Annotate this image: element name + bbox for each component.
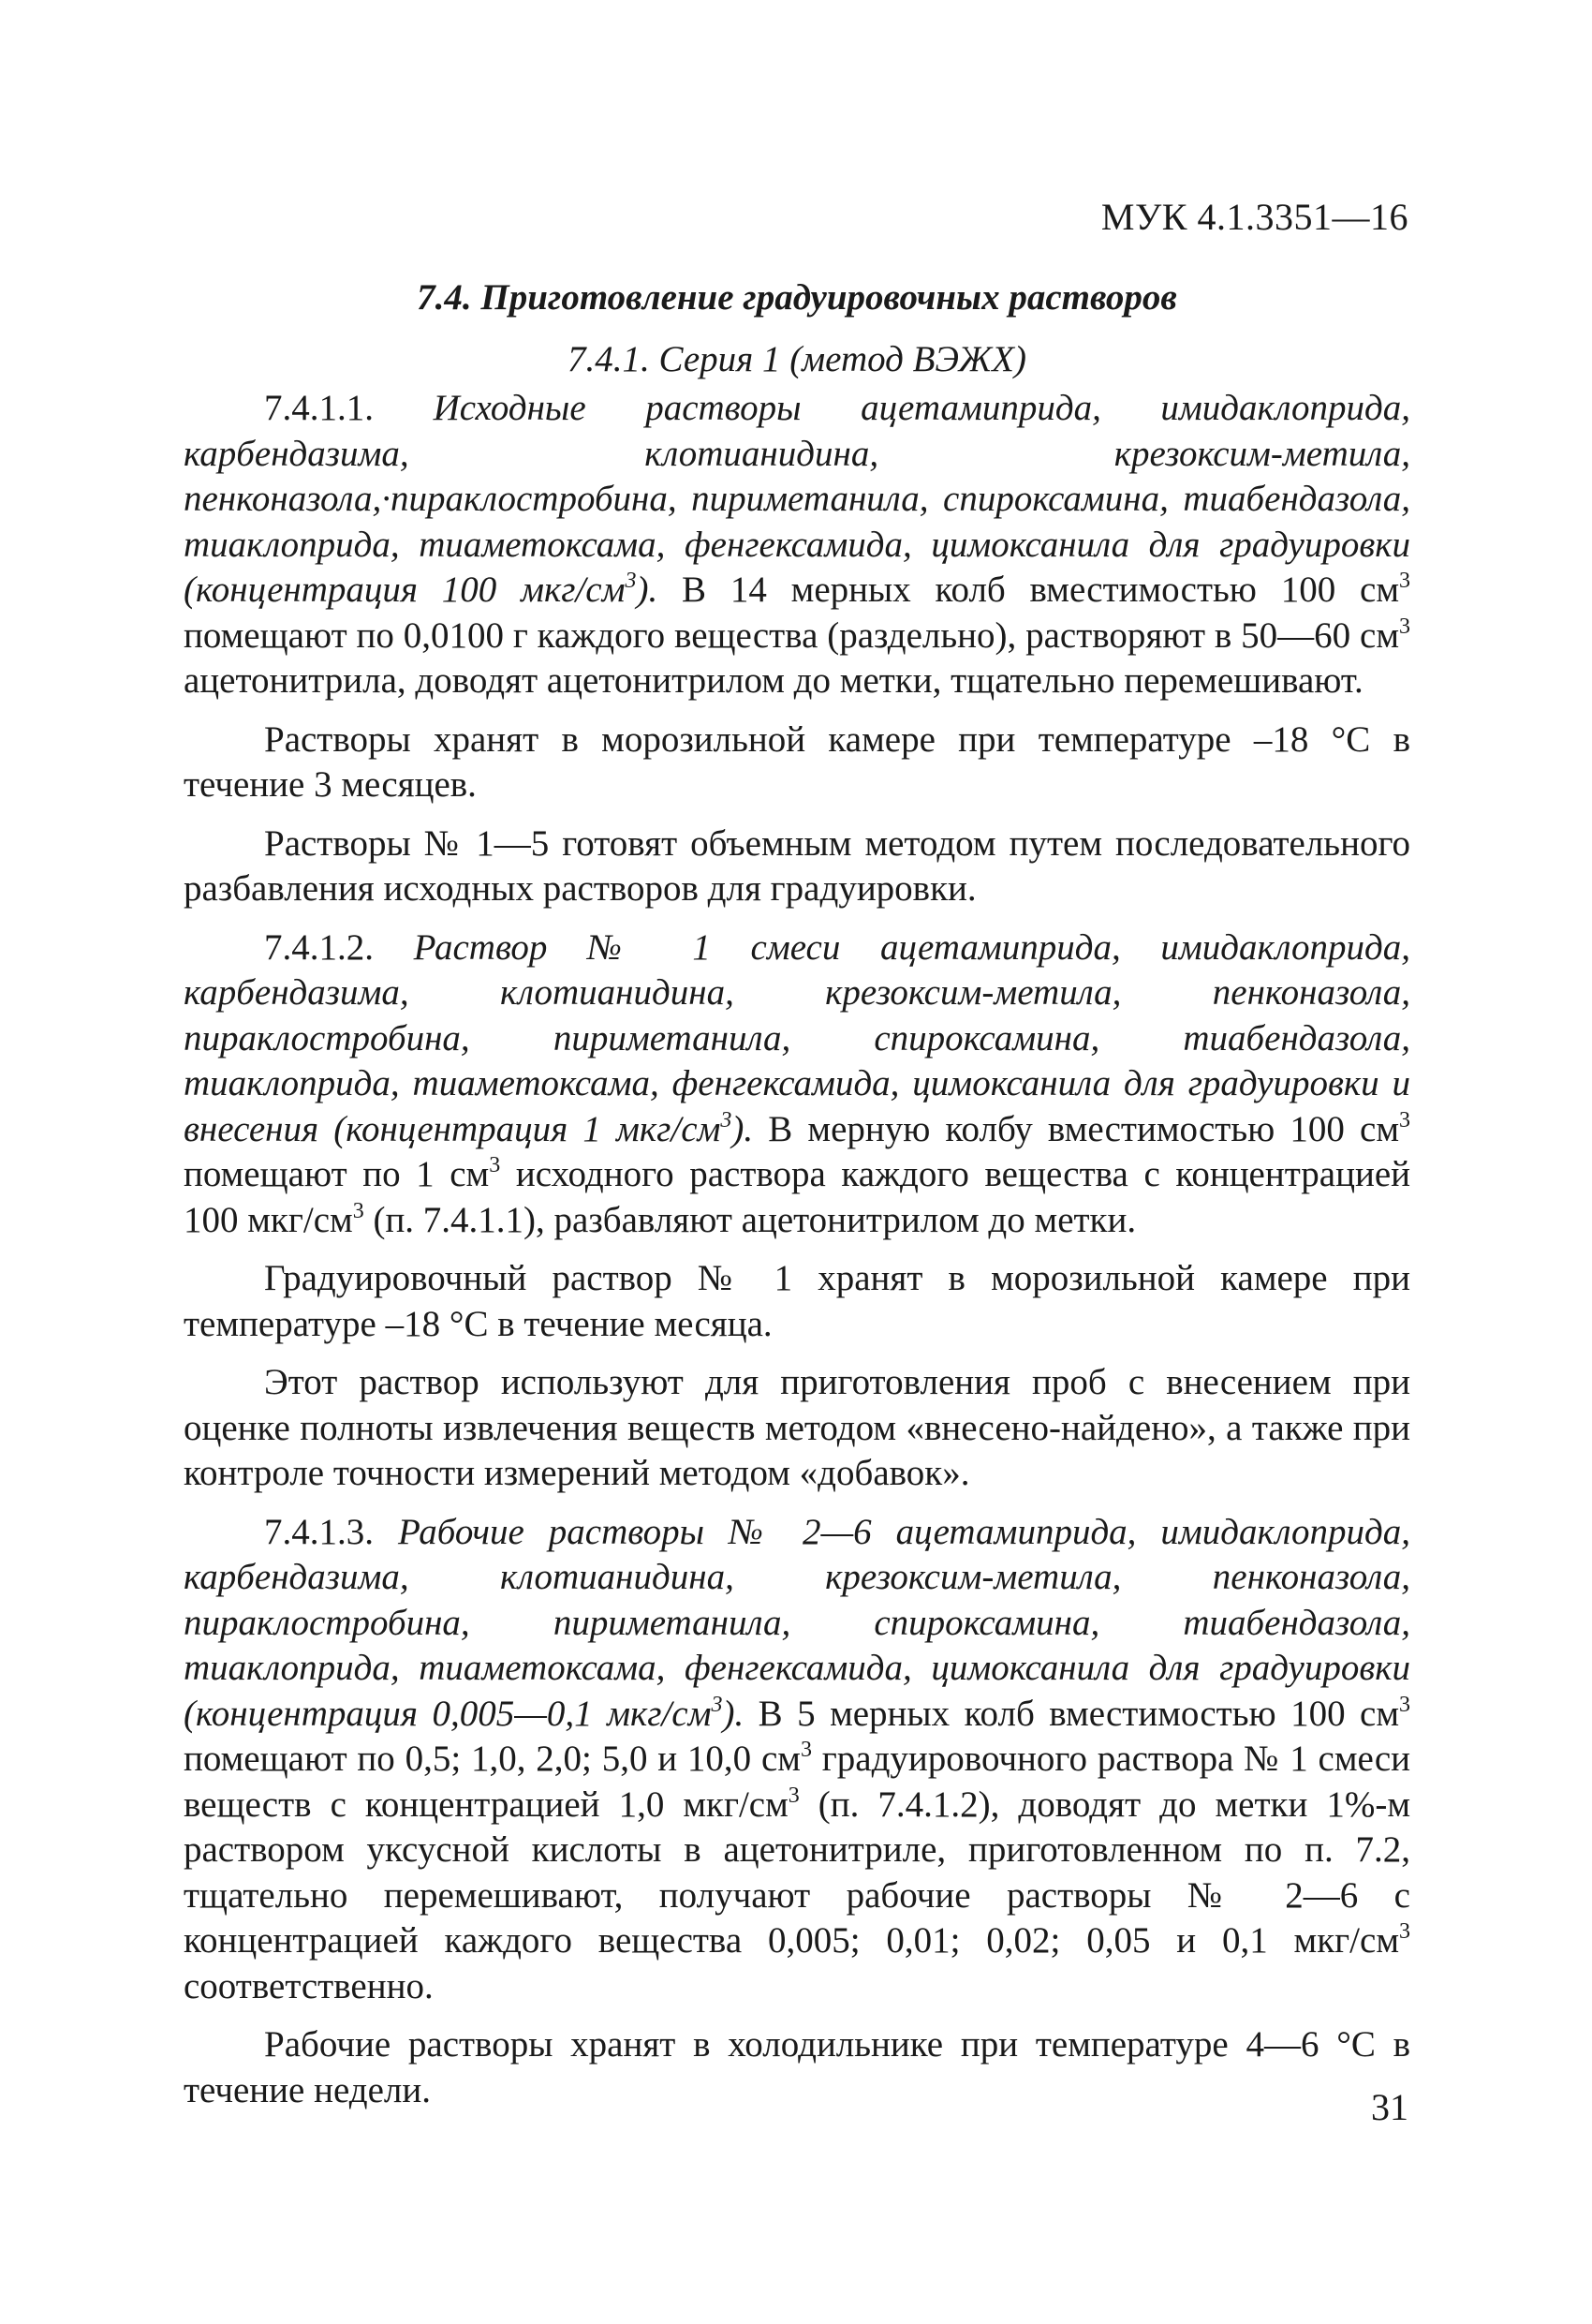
paragraph-usage: Этот раствор используют для приготовления проб с внесением при оценке полноты извлечения веществ методом «внесено-найдено», а также при контроле точности измерений методом «добавок». bbox=[184, 1362, 1410, 1493]
document-body bbox=[184, 274, 1410, 2126]
clause-title: Раствор № 1 смеси ацетамиприда, имидаклоприда, карбендазима, клотианидина, крезоксим-метила, пенконазола, пираклостробина, пириметанила, спироксамина, тиабендазола, тиаклоприда, тиаметоксама, фенгексамида, цимоксанила для градуировки и внесения (концентрация 1 мкг/$см^3$). bbox=[184, 926, 1410, 1149]
paragraph-7-4-1-1: 7.4.1.1. Исходные растворы ацетамиприда, имидаклоприда, карбендазима, клотианидина, крезоксим-метила, пенконазола,·пираклостробина, пириметанила, спироксамина, тиабендазола, тиаклоприда, тиаметоксама, фенгексамида, цимоксанила для градуировки (концентрация 100 мкг/$см^3$). В 14 мерных колб вместимостью 100 $см^3$ помещают по 0,0100 г каждого вещества (раздельно), растворяют в 50—60 $см^3$ ацетонитрила, доводят ацетонитрилом до метки, тщательно перемешивают. bbox=[184, 388, 1411, 701]
clause-number: 7.4.1.1. bbox=[264, 388, 374, 428]
paragraph-storage-stock: Растворы хранят в морозильной камере при температуре –18 °С в течение 3 месяцев. bbox=[184, 718, 1410, 805]
document-code-header: МУК 4.1.3351—16 bbox=[1100, 196, 1408, 238]
clause-number: 7.4.1.3. bbox=[264, 1511, 374, 1552]
clause-number: 7.4.1.2. bbox=[264, 926, 374, 968]
clause-title: Исходные растворы ацетамиприда, имидаклоприда, карбендазима, клотианидина, крезоксим-метила, пенконазола,·пираклостробина, пириметанила, спироксамина, тиабендазола, тиаклоприда, тиаметоксама, фенгексамида, цимоксанила для градуировки (концентрация 100 мкг/$см^3$). bbox=[184, 388, 1411, 610]
paragraph-7-4-1-2: 7.4.1.2. Раствор № 1 смеси ацетамиприда, имидаклоприда, карбендазима, клотианидина, крезоксим-метила, пенконазола, пираклостробина, пириметанила, спироксамина, тиабендазола, тиаклоприда, тиаметоксама, фенгексамида, цимоксанила для градуировки и внесения (концентрация 1 мкг/$см^3$). В мерную колбу вместимостью 100 $см^3$ помещают по 1 $см^3$ исходного раствора каждого вещества с концентрацией 100 мкг/$см^3$ (п. 7.4.1.1), разбавляют ацетонитрилом до метки. bbox=[184, 926, 1410, 1240]
page-number: 31 bbox=[1371, 2086, 1408, 2128]
paragraph-dilution: Растворы № 1—5 готовят объемным методом путем последовательного разбавления исходных растворов для градуировки. bbox=[184, 822, 1410, 909]
section-title: 7.4. Приготовление градуировочных растворов bbox=[417, 277, 1177, 318]
subsection-title: 7.4.1. Серия 1 (метод ВЭЖХ) bbox=[568, 339, 1026, 379]
paragraph-7-4-1-3: 7.4.1.3. Рабочие растворы № 2—6 ацетамиприда, имидаклоприда, карбендазима, клотианидина, крезоксим-метила, пенконазола, пираклостробина, пириметанила, спироксамина, тиабендазола, тиаклоприда, тиаметоксама, фенгексамида, цимоксанила для градуировки (концентрация 0,005—0,1 мкг/$см^3$). В 5 мерных колб вместимостью 100 $см^3$ помещают по 0,5; 1,0, 2,0; 5,0 и 10,0 $см^3$ градуировочного раствора № 1 смеси веществ с концентрацией 1,0 мкг/$см^3$ (п. 7.4.1.2), доводят до метки 1%-м раствором уксусной кислоты в ацетонитриле, приготовленном по п. 7.2, тщательно перемешивают, получают рабочие растворы № 2—6 с концентрацией каждого вещества 0,005; 0,01; 0,02; 0,05 и 0,1 мкг/$см^3$ соответственно. bbox=[184, 1511, 1411, 2006]
clause-title: Рабочие растворы № 2—6 ацетамиприда, имидаклоприда, карбендазима, клотианидина, крезоксим-метила, пенконазола, пираклостробина, пириметанила, спироксамина, тиабендазола, тиаклоприда, тиаметоксама, фенгексамида, цимоксанила для градуировки (концентрация 0,005—0,1 мкг/$см^3$). bbox=[184, 1511, 1410, 1734]
paragraph-storage-solution-1: Градуировочный раствор № 1 хранят в морозильной камере при температуре –18 °С в течение месяца. bbox=[184, 1258, 1410, 1344]
paragraph-storage-working: Рабочие растворы хранят в холодильнике при температуре 4—6 °С в течение недели. bbox=[184, 2024, 1410, 2110]
